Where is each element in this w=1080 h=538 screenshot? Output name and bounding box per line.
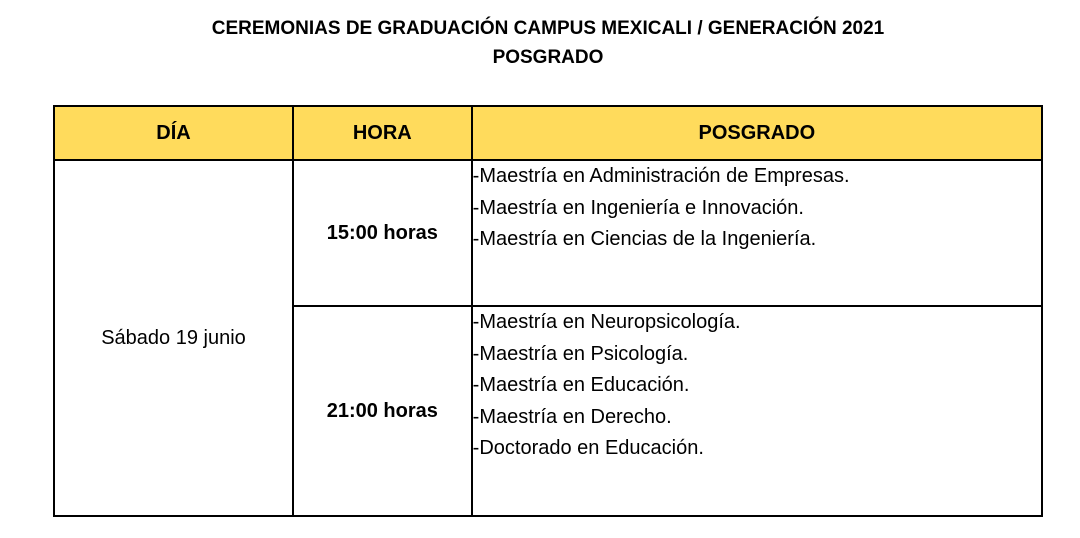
program-item: -Maestría en Psicología. <box>472 342 689 365</box>
hour-cell-1: 15:00 horas <box>293 160 472 306</box>
program-item: -Maestría en Neuropsicología. <box>472 311 741 333</box>
hour-cell-2: 21:00 horas <box>293 306 472 516</box>
program-item: -Maestría en Derecho. <box>472 405 672 428</box>
day-cell: Sábado 19 junio <box>54 160 293 516</box>
document-title <box>0 14 1080 72</box>
program-cell-1 <box>472 160 1042 306</box>
table-row <box>54 160 1042 306</box>
program-item: -Maestría en Administración de Empresas. <box>472 165 850 187</box>
header-hour: HORA <box>293 106 472 160</box>
header-day: DÍA <box>54 106 293 160</box>
title-line-2: POSGRADO <box>492 47 604 68</box>
table-header-row <box>54 106 1042 160</box>
program-item: -Maestría en Ingeniería e Innovación. <box>472 196 804 219</box>
program-list-2 <box>473 307 1041 465</box>
graduation-schedule-table <box>53 105 1043 517</box>
program-item: -Doctorado en Educación. <box>472 437 704 459</box>
program-list-1 <box>473 161 1041 256</box>
program-item: -Maestría en Ciencias de la Ingeniería. <box>472 228 817 250</box>
program-item: -Maestría en Educación. <box>472 374 690 396</box>
header-program: POSGRADO <box>472 106 1042 160</box>
title-line-1: CEREMONIAS DE GRADUACIÓN CAMPUS MEXICALI / GENERACIÓN 2021 <box>211 18 885 39</box>
program-cell-2 <box>472 306 1042 516</box>
